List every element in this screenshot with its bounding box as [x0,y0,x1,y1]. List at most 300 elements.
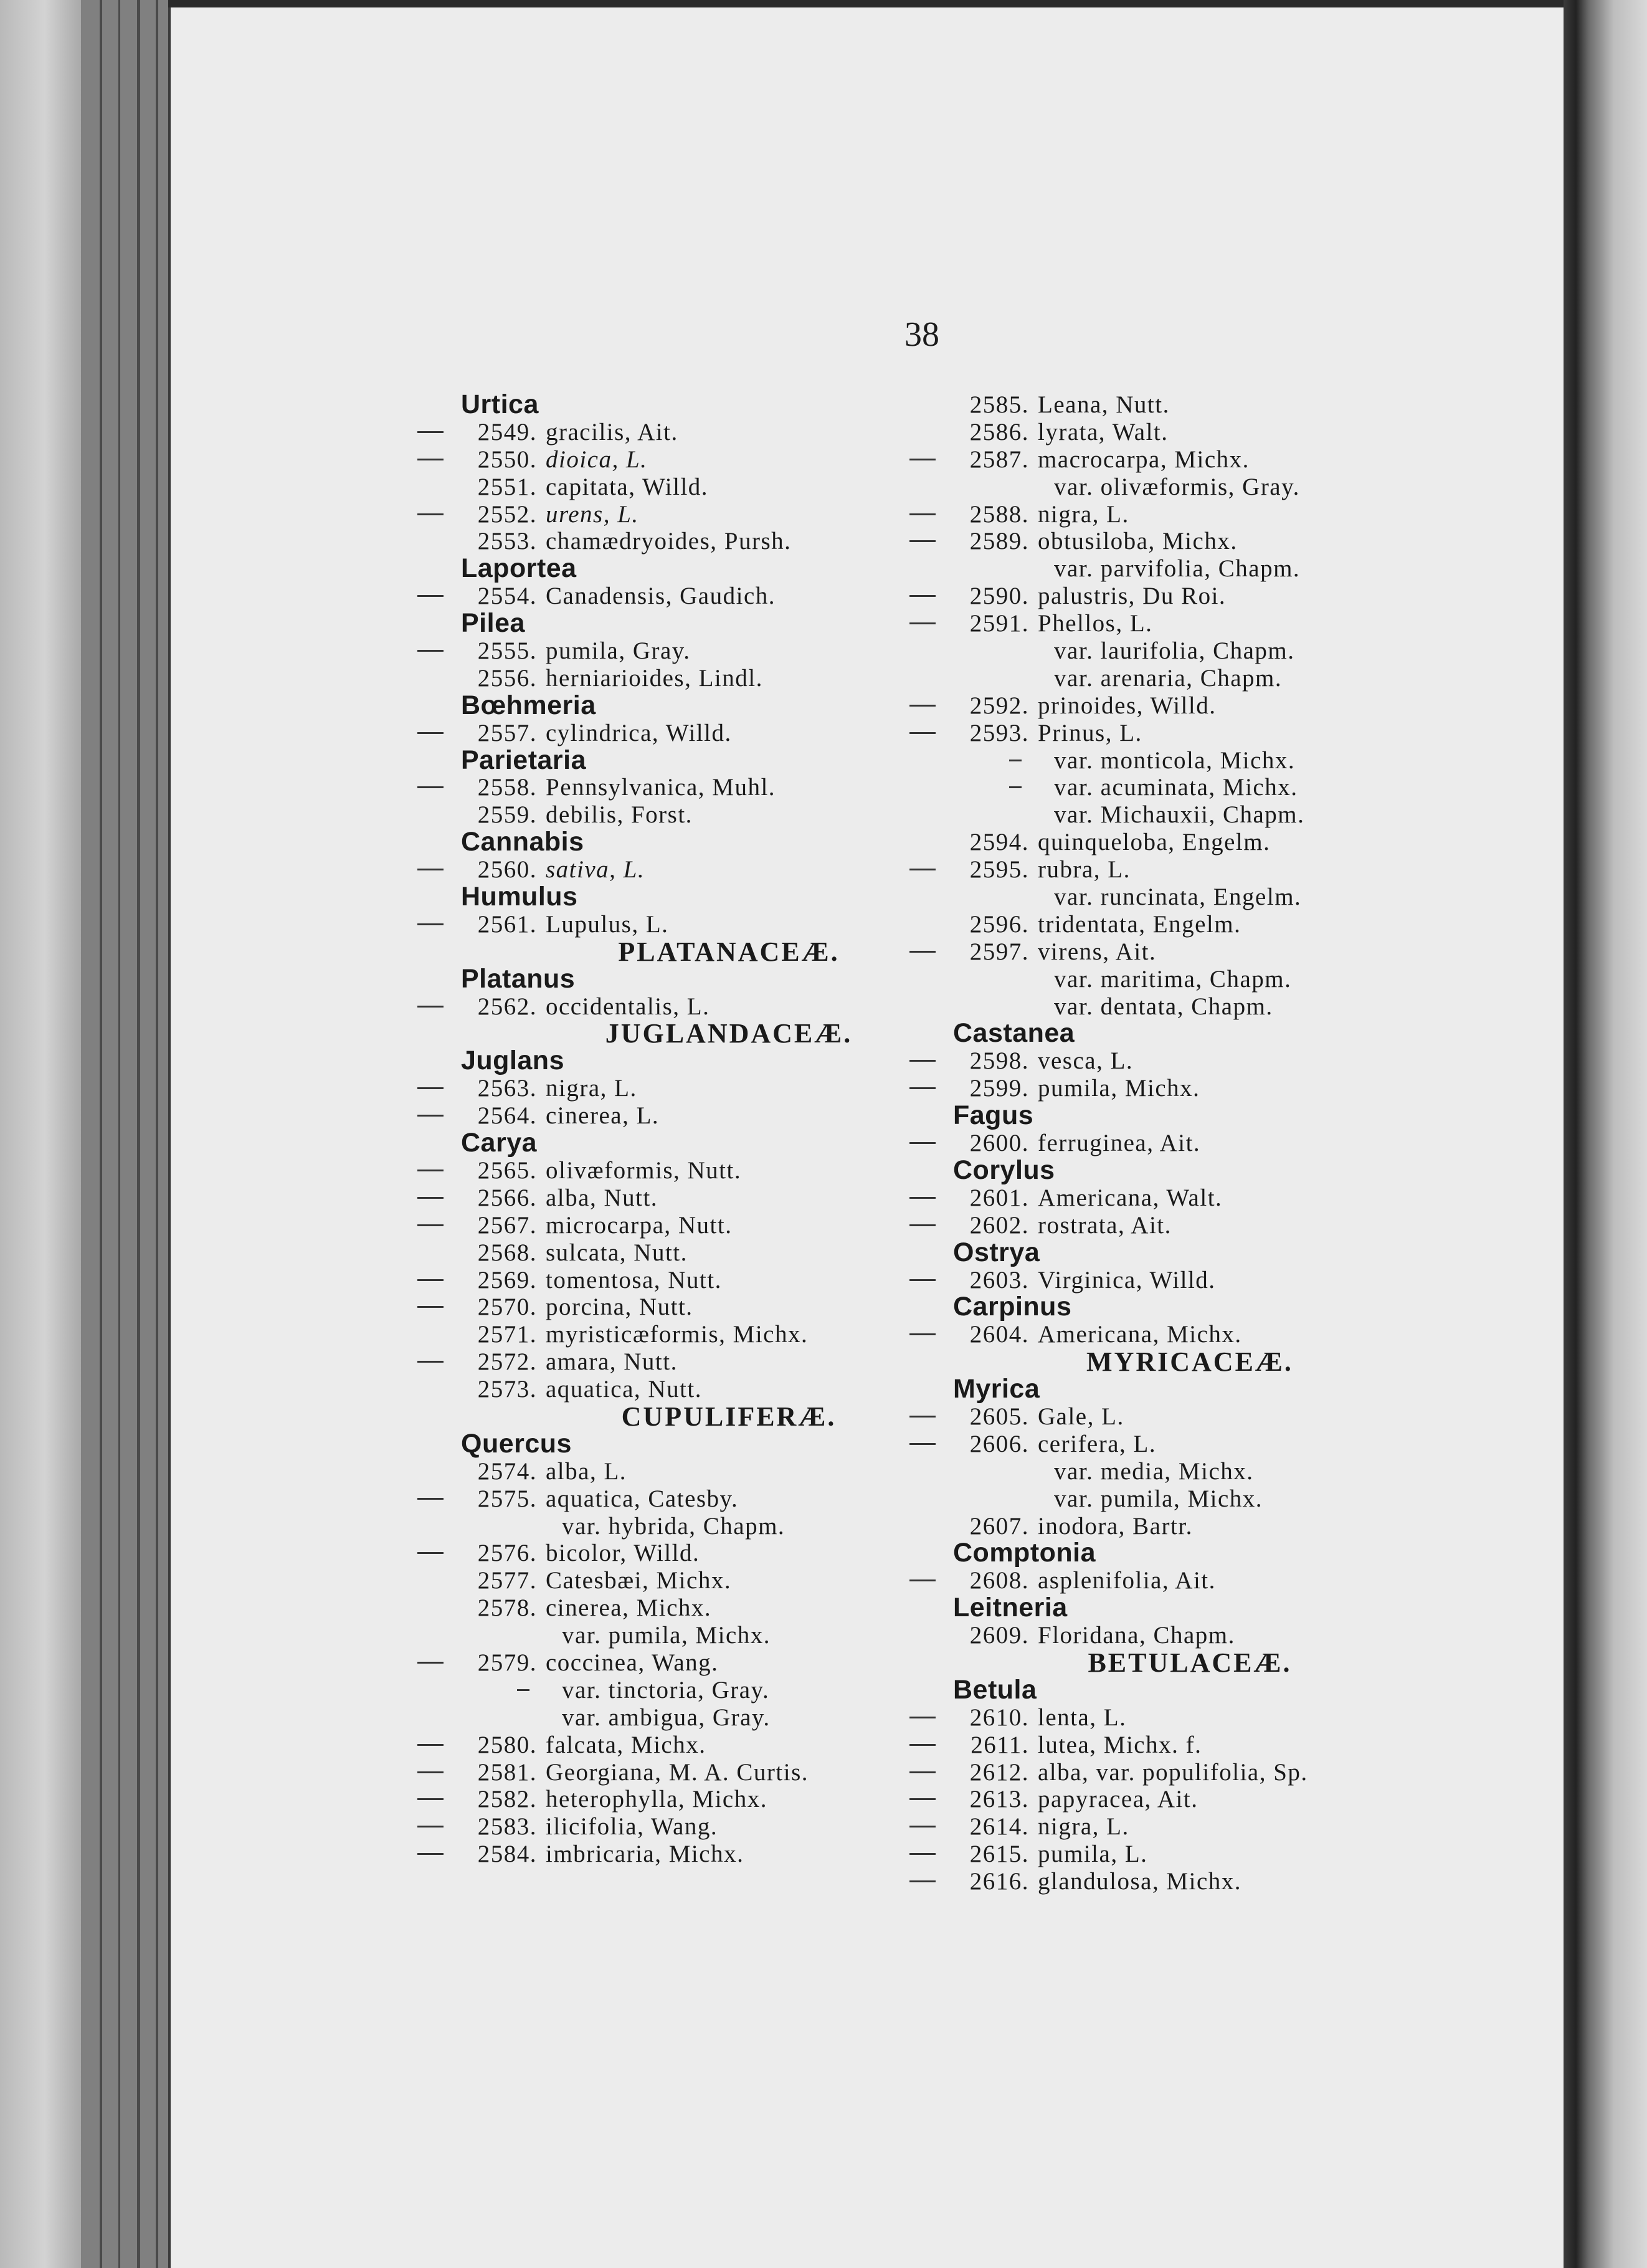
entry-number: 2556. [477,664,537,692]
pencil-check-mark [909,622,936,624]
species-entry [461,774,997,801]
species-entry [461,1157,997,1184]
pencil-check-mark [417,1361,444,1363]
variety-line [461,1622,997,1649]
species-entry [953,1841,1426,1868]
species-name: myristicæformis, Michx. [546,1321,809,1348]
species-name: prinoides, Willd. [1038,692,1217,719]
entry-number: 2615. [969,1841,1029,1868]
variety-line [953,884,1426,911]
pencil-check-mark [909,1060,936,1062]
pencil-check-mark [909,1142,936,1144]
variety-name: var. runcinata, Engelm. [1054,884,1302,911]
variety-name: var. parvifolia, Chapm. [1054,555,1301,583]
species-name: Americana, Walt. [1038,1184,1223,1211]
entry-number: 2613. [969,1786,1029,1813]
entry-number: 2585. [969,391,1029,418]
entry-number: 2587. [969,446,1029,473]
family-heading: BETULACEÆ. [1088,1647,1292,1678]
genus-heading: Carya [461,1128,538,1158]
page-stack-line [100,0,102,2268]
species-name: occidentalis, L. [546,993,710,1020]
pencil-check-mark [417,1224,444,1226]
species-entry [953,1622,1426,1649]
entry-number: 2597. [969,938,1029,965]
entry-number: 2566. [477,1184,537,1211]
species-entry [953,1732,1426,1759]
species-name: Phellos, L. [1038,610,1153,637]
species-name: cinerea, Michx. [546,1594,712,1622]
pencil-check-mark [909,1826,936,1827]
genus-heading: Parietaria [461,745,587,775]
species-name: Canadensis, Gaudich. [546,583,776,610]
genus-heading: Cannabis [461,827,584,857]
variety-name: var. pumila, Michx. [1054,1485,1263,1512]
species-name: dioica, L. [546,446,648,473]
entry-number: 2604. [969,1321,1029,1348]
entry-number: 2581. [477,1758,537,1786]
species-entry [461,1649,997,1677]
species-name: rostrata, Ait. [1038,1211,1172,1239]
species-name: chamædryoides, Pursh. [546,528,792,555]
pencil-check-mark [909,1197,936,1199]
pencil-check-mark [909,869,936,870]
variety-line [953,774,1426,801]
pencil-check-mark [417,923,444,925]
pencil-check-mark [517,1689,529,1691]
variety-line [953,665,1426,692]
entry-number: 2578. [477,1594,537,1622]
variety-name: var. media, Michx. [1054,1457,1254,1485]
variety-line [953,747,1426,774]
entry-number: 2608. [969,1567,1029,1594]
pencil-check-mark [417,1197,444,1199]
variety-name: var. tinctoria, Gray. [562,1676,770,1703]
right-column [953,391,1426,1895]
family-heading: JUGLANDACEÆ. [605,1018,853,1049]
species-name: papyracea, Ait. [1038,1786,1198,1813]
pencil-check-mark [909,1580,936,1581]
genus-heading: Urtica [461,389,539,419]
family-heading: CUPULIFERÆ. [621,1401,837,1432]
species-name: Pennsylvanica, Muhl. [546,774,776,801]
entry-number: 2568. [477,1239,537,1266]
family-heading: MYRICACEÆ. [1086,1346,1293,1378]
pencil-check-mark [417,650,444,652]
species-entry [953,1267,1426,1294]
species-name: alba, var. populifolia, Sp. [1038,1758,1308,1786]
species-entry [461,1458,997,1485]
entry-number: 2576. [477,1540,537,1567]
entry-number: 2577. [477,1567,537,1594]
species-name: cylindrica, Willd. [546,719,732,746]
left-column [461,391,997,1868]
genus-heading: Ostrya [953,1237,1040,1267]
species-entry [953,1321,1426,1348]
book-fore-edge-left [0,0,81,2268]
pencil-check-mark [909,1744,936,1746]
species-entry [953,720,1426,747]
species-entry [953,583,1426,610]
pencil-check-mark [909,732,936,734]
entry-number: 2591. [969,610,1029,637]
entry-number: 2586. [969,418,1029,446]
pencil-check-mark [909,459,936,460]
entry-number: 2601. [969,1184,1029,1211]
species-name: Leana, Nutt. [1038,391,1170,418]
page-stack-line [118,0,120,2268]
variety-name: var. Michauxii, Chapm. [1054,801,1305,829]
entry-number: 2609. [969,1622,1029,1649]
species-entry [953,419,1426,446]
species-entry [461,1102,997,1130]
genus-heading: Platanus [461,963,576,994]
species-name: imbricaria, Michx. [546,1841,744,1868]
species-entry [461,1348,997,1376]
species-name: vesca, L. [1038,1047,1134,1075]
entry-number: 2583. [477,1813,537,1841]
entry-number: 2555. [477,637,537,665]
pencil-check-mark [417,1853,444,1855]
entry-number: 2607. [969,1512,1029,1540]
entry-number: 2552. [477,500,537,528]
pencil-check-mark [909,540,936,542]
pencil-check-mark [417,1170,444,1171]
genus-heading: Fagus [953,1100,1034,1131]
variety-line [953,1458,1426,1485]
entry-number: 2616. [969,1868,1029,1895]
species-entry [461,474,997,501]
pencil-check-mark [417,459,444,460]
pencil-check-mark [417,1662,444,1664]
entry-number: 2563. [477,1075,537,1102]
species-entry [461,419,997,446]
pencil-check-mark [417,1498,444,1500]
species-entry [953,1513,1426,1540]
genus-heading: Myrica [953,1374,1040,1404]
pencil-check-mark [909,595,936,597]
species-name: sativa, L. [546,856,645,884]
variety-line [953,474,1426,501]
genus-heading: Comptonia [953,1538,1096,1568]
species-entry [461,1540,997,1567]
species-name: cerifera, L. [1038,1430,1157,1457]
entry-number: 2558. [477,774,537,801]
pencil-check-mark [417,431,444,433]
genus-heading: Carpinus [953,1292,1072,1322]
species-name: microcarpa, Nutt. [546,1211,733,1239]
species-name: Gale, L. [1038,1403,1124,1430]
entry-number: 2562. [477,993,537,1020]
species-name: palustris, Du Roi. [1038,583,1227,610]
entry-number: 2571. [477,1321,537,1348]
genus-heading: Betula [953,1674,1037,1705]
variety-name: var. ambigua, Gray. [562,1703,771,1731]
species-name: tridentata, Engelm. [1038,910,1241,938]
entry-number: 2561. [477,910,537,938]
species-name: nigra, L. [1038,1813,1129,1841]
entry-number: 2598. [969,1047,1029,1075]
entry-number: 2557. [477,719,537,746]
entry-number: 2573. [477,1376,537,1403]
species-entry [461,637,997,665]
entry-number: 2549. [477,418,537,446]
species-name: Georgiana, M. A. Curtis. [546,1758,809,1786]
species-name: Floridana, Chapm. [1038,1622,1235,1649]
entry-number: 2569. [477,1266,537,1294]
entry-number: 2603. [969,1266,1029,1294]
species-name: aquatica, Nutt. [546,1376,702,1403]
variety-name: var. monticola, Michx. [1054,746,1296,774]
variety-line [953,801,1426,829]
entry-number: 2596. [969,910,1029,938]
entry-number: 2592. [969,692,1029,719]
species-name: alba, L. [546,1457,627,1485]
species-entry [461,911,997,938]
species-entry [953,1704,1426,1732]
pencil-check-mark [909,1443,936,1445]
variety-line [953,1485,1426,1513]
species-name: obtusiloba, Michx. [1038,528,1238,555]
species-name: glandulosa, Michx. [1038,1868,1242,1895]
entry-number: 2595. [969,856,1029,884]
page-number: 38 [904,315,939,354]
species-name: Catesbæi, Michx. [546,1567,732,1594]
species-name: ilicifolia, Wang. [546,1813,718,1841]
species-name: bicolor, Willd. [546,1540,700,1567]
entry-number: 2560. [477,856,537,884]
entry-number: 2593. [969,719,1029,746]
species-entry [461,1594,997,1622]
species-name: asplenifolia, Ait. [1038,1567,1216,1594]
species-name: sulcata, Nutt. [546,1239,688,1266]
genus-heading: Pilea [461,608,525,639]
entry-number: 2550. [477,446,537,473]
pencil-check-mark [909,1416,936,1418]
pencil-check-mark [417,595,444,597]
pencil-check-mark [1009,760,1022,761]
pencil-check-mark [417,1115,444,1117]
entry-number: 2567. [477,1211,537,1239]
entry-number: 2589. [969,528,1029,555]
genus-heading: Leitneria [953,1593,1068,1623]
species-name: ferruginea, Ait. [1038,1130,1201,1157]
species-name: porcina, Nutt. [546,1294,693,1321]
variety-line [461,1513,997,1540]
variety-line [953,993,1426,1021]
entry-number: 2605. [969,1403,1029,1430]
pencil-check-mark [417,1279,444,1281]
entry-number: 2582. [477,1786,537,1813]
species-name: debilis, Forst. [546,801,693,829]
pencil-check-mark [1009,786,1022,788]
variety-name: var. dentata, Chapm. [1054,993,1273,1020]
page-stack-line [156,0,158,2268]
genus-heading: Bœhmeria [461,690,596,720]
species-name: pumila, L. [1038,1841,1148,1868]
entry-number: 2584. [477,1841,537,1868]
species-name: lutea, Michx. f. [1038,1731,1202,1758]
pencil-check-mark [909,705,936,707]
pencil-check-mark [909,1880,936,1882]
species-name: heterophylla, Michx. [546,1786,767,1813]
species-entry [953,1130,1426,1157]
entry-number: 2611. [971,1731,1029,1758]
entry-number: 2614. [969,1813,1029,1841]
species-entry [461,665,997,692]
pencil-check-mark [417,1744,444,1746]
variety-name: var. arenaria, Chapm. [1054,664,1283,692]
variety-name: var. acuminata, Michx. [1054,774,1298,801]
pencil-check-mark [909,513,936,515]
pencil-check-mark [417,1826,444,1827]
species-entry [953,829,1426,856]
species-name: falcata, Michx. [546,1731,706,1758]
species-entry [461,1485,997,1513]
species-entry [953,1567,1426,1594]
species-name: rubra, L. [1038,856,1131,884]
species-name: nigra, L. [546,1075,637,1102]
entry-number: 2594. [969,829,1029,856]
entry-number: 2575. [477,1485,537,1512]
entry-number: 2588. [969,500,1029,528]
entry-number: 2579. [477,1649,537,1676]
entry-number: 2553. [477,528,537,555]
species-name: pumila, Michx. [1038,1075,1200,1102]
variety-name: var. pumila, Michx. [562,1622,771,1649]
species-entry [953,692,1426,720]
variety-name: var. olivæformis, Gray. [1054,473,1300,500]
pencil-check-mark [909,1771,936,1773]
species-name: olivæformis, Nutt. [546,1156,742,1184]
species-name: pumila, Gray. [546,637,691,665]
species-entry [953,1868,1426,1895]
entry-number: 2570. [477,1294,537,1321]
species-name: lyrata, Walt. [1038,418,1169,446]
species-entry [953,528,1426,555]
entry-number: 2612. [969,1758,1029,1786]
species-entry [953,1075,1426,1102]
species-entry [953,501,1426,528]
book-gutter-right [1564,0,1647,2268]
genus-heading: Quercus [461,1428,572,1459]
genus-heading: Corylus [953,1155,1055,1185]
genus-heading: Juglans [461,1046,564,1076]
species-name: cinerea, L. [546,1102,660,1130]
species-entry [953,1403,1426,1431]
entry-number: 2610. [969,1703,1029,1731]
species-entry [953,1047,1426,1075]
species-name: Americana, Michx. [1038,1321,1242,1348]
species-name: Virginica, Willd. [1038,1266,1216,1294]
pencil-check-mark [909,951,936,953]
entry-number: 2564. [477,1102,537,1130]
entry-number: 2580. [477,1731,537,1758]
species-name: aquatica, Catesby. [546,1485,739,1512]
entry-number: 2599. [969,1075,1029,1102]
pencil-check-mark [417,1771,444,1773]
pencil-check-mark [909,1798,936,1800]
family-heading: PLATANACEÆ. [618,936,840,967]
entry-number: 2559. [477,801,537,829]
pencil-check-mark [417,869,444,870]
variety-line [461,1677,997,1704]
species-entry [953,938,1426,966]
pencil-check-mark [417,513,444,515]
pencil-check-mark [417,1798,444,1800]
variety-name: var. maritima, Chapm. [1054,965,1292,993]
variety-line [953,966,1426,993]
species-entry [953,391,1426,419]
entry-number: 2565. [477,1156,537,1184]
entry-number: 2606. [969,1430,1029,1457]
genus-heading: Laportea [461,553,577,584]
species-name: macrocarpa, Michx. [1038,446,1250,473]
pencil-check-mark [909,1087,936,1089]
pencil-check-mark [417,1087,444,1089]
species-name: capitata, Willd. [546,473,709,500]
entry-number: 2590. [969,583,1029,610]
species-name: urens, L. [546,500,639,528]
species-name: gracilis, Ait. [546,418,678,446]
variety-name: var. laurifolia, Chapm. [1054,637,1295,665]
pencil-check-mark [909,1717,936,1718]
species-name: virens, Ait. [1038,938,1157,965]
pencil-check-mark [909,1224,936,1226]
species-entry [953,1759,1426,1786]
species-entry [953,911,1426,938]
species-entry [461,1376,997,1403]
species-entry [953,1813,1426,1841]
pencil-check-mark [417,1306,444,1308]
pencil-check-mark [417,1006,444,1008]
genus-heading: Castanea [953,1018,1075,1049]
species-name: amara, Nutt. [546,1348,678,1376]
pencil-check-mark [909,1333,936,1335]
species-entry [953,1786,1426,1813]
species-entry [953,1431,1426,1458]
species-name: lenta, L. [1038,1703,1127,1731]
species-entry [953,1212,1426,1239]
species-entry [953,1184,1426,1212]
page-top-border [168,0,1564,7]
species-name: alba, Nutt. [546,1184,658,1211]
species-entry [461,993,997,1021]
species-name: tomentosa, Nutt. [546,1266,722,1294]
variety-line [953,555,1426,583]
species-entry [953,446,1426,474]
genus-heading: Humulus [461,882,578,912]
species-entry [461,1239,997,1267]
species-name: inodora, Bartr. [1038,1512,1193,1540]
species-name: Lupulus, L. [546,910,669,938]
entry-number: 2602. [969,1211,1029,1239]
species-name: herniarioides, Lindl. [546,664,763,692]
species-name: coccinea, Wang. [546,1649,719,1676]
page-stack-line [137,0,140,2268]
entry-number: 2600. [969,1130,1029,1157]
pencil-check-mark [417,732,444,734]
species-name: nigra, L. [1038,500,1129,528]
species-entry [953,610,1426,637]
entry-number: 2574. [477,1457,537,1485]
entry-number: 2551. [477,473,537,500]
species-name: Prinus, L. [1038,719,1142,746]
species-name: quinqueloba, Engelm. [1038,829,1271,856]
pencil-check-mark [417,1552,444,1554]
variety-line [953,637,1426,665]
species-entry [461,1294,997,1321]
